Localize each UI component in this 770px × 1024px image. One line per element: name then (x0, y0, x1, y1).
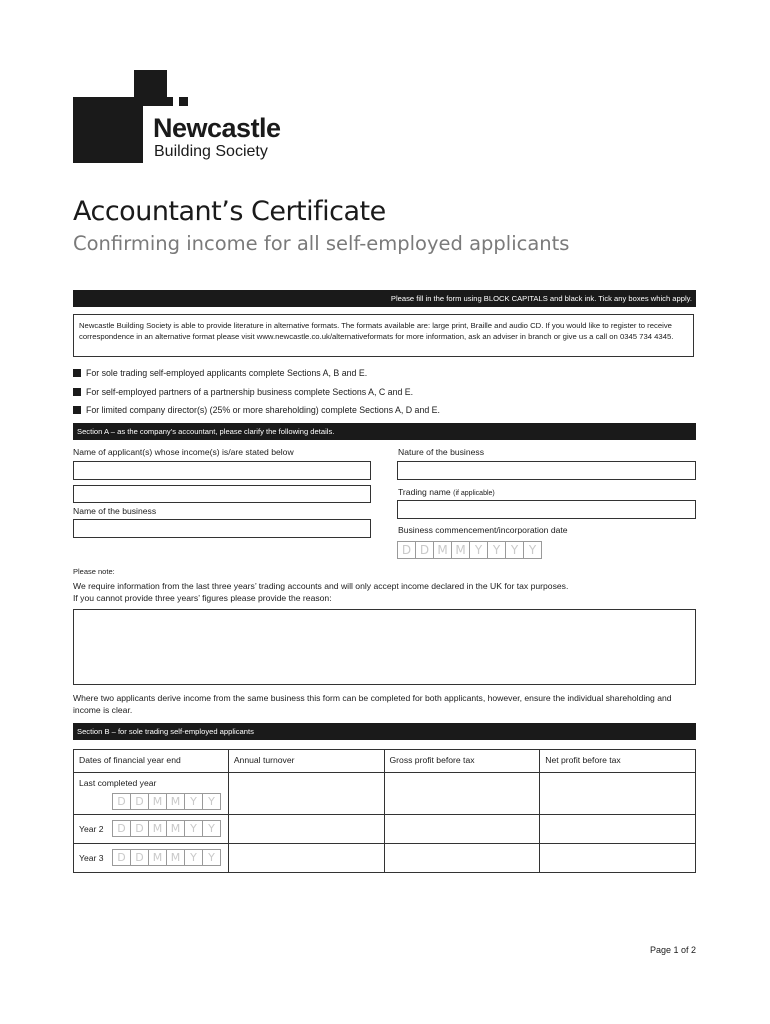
gross-profit-cell[interactable] (384, 815, 540, 844)
column-header: Annual turnover (228, 750, 384, 773)
gross-profit-cell[interactable] (384, 844, 540, 873)
date-cell[interactable]: M (166, 793, 185, 810)
financial-table (73, 749, 696, 873)
date-cell[interactable]: D (130, 793, 149, 810)
section-b-header: Section B – for sole trading self-employed applicants (73, 723, 696, 740)
nature-of-business-label: Nature of the business (398, 447, 484, 457)
date-cell[interactable]: Y (469, 541, 488, 559)
date-cell[interactable]: M (148, 820, 167, 837)
table-row (74, 815, 696, 844)
bullet-square-icon (73, 369, 81, 377)
column-header: Dates of financial year end (74, 750, 229, 773)
date-cell[interactable]: M (148, 849, 167, 866)
newcastle-logo (73, 70, 303, 165)
annual-turnover-cell[interactable] (228, 773, 384, 815)
date-cell[interactable]: M (166, 820, 185, 837)
table-header-row (74, 750, 696, 773)
document-title: Accountant’s Certificate (73, 196, 386, 227)
bullet-square-icon (73, 406, 81, 414)
date-cell[interactable]: D (397, 541, 416, 559)
applicant-name-field-2[interactable] (73, 485, 371, 503)
list-item: For self-employed partners of a partnership business complete Sections A, C and E. (73, 383, 440, 402)
applicants-label: Name of applicant(s) whose income(s) is/are stated below (73, 447, 294, 457)
accessibility-text: Newcastle Building Society is able to provide literature in alternative formats. The formats available are: large print, Braille and audio CD. If you would like to register to receive correspondence in an alternative format please visit www.newcastle.co.uk/alternativeformats for more information, ask an adviser in branch or give us a call on 0345 734 4345. (79, 321, 674, 341)
date-cell[interactable]: Y (184, 849, 203, 866)
year-end-date-input[interactable] (112, 849, 221, 866)
section-a-header: Section A – as the company’s accountant, please clarify the following details. (73, 423, 696, 440)
date-cell[interactable]: Y (184, 793, 203, 810)
list-item: For limited company director(s) (25% or more shareholding) complete Sections A, D and E. (73, 401, 440, 420)
annual-turnover-cell[interactable] (228, 844, 384, 873)
business-name-field[interactable] (73, 519, 371, 538)
date-cell[interactable]: Y (202, 820, 221, 837)
date-cell[interactable]: D (130, 849, 149, 866)
date-cell[interactable]: Y (202, 793, 221, 810)
date-cell[interactable]: M (148, 793, 167, 810)
accessibility-notice (73, 314, 694, 357)
net-profit-cell[interactable] (540, 815, 696, 844)
date-cell[interactable]: D (112, 793, 131, 810)
year-end-date-input[interactable] (112, 820, 221, 837)
date-cell[interactable]: M (433, 541, 452, 559)
logo-name: Newcastle (153, 113, 281, 143)
requirement-text: We require information from the last three years’ trading accounts and will only accept income declared in the UK for tax purposes. If you cannot provide three years’ figures please provide the reason: (73, 581, 569, 603)
year-end-date-input[interactable] (112, 793, 221, 810)
net-profit-cell[interactable] (540, 844, 696, 873)
commencement-date-input[interactable] (397, 541, 542, 559)
reason-textarea[interactable] (73, 609, 696, 685)
date-cell[interactable]: D (415, 541, 434, 559)
table-row (74, 844, 696, 873)
trading-name-field[interactable] (397, 500, 696, 519)
commencement-date-label: Business commencement/incorporation date (398, 525, 568, 535)
net-profit-cell[interactable] (540, 773, 696, 815)
column-header: Gross profit before tax (384, 750, 540, 773)
annual-turnover-cell[interactable] (228, 815, 384, 844)
instruction-text: Please fill in the form using BLOCK CAPITALS and black ink. Tick any boxes which apply. (390, 294, 692, 303)
date-cell[interactable]: M (166, 849, 185, 866)
row-label-cell: Year 3 D D M M Y Y (74, 844, 229, 873)
business-name-label: Name of the business (73, 506, 157, 516)
row-label-cell: Last completed year D D M M Y Y (74, 773, 229, 815)
trading-name-label: Trading name (if applicable) (398, 487, 495, 497)
two-applicants-note: Where two applicants derive income from the same business this form can be completed for both applicants, however, ensure the individual shareholding and income is clear. (73, 693, 672, 715)
please-note-label: Please note: (73, 567, 115, 576)
gross-profit-cell[interactable] (384, 773, 540, 815)
column-header: Net profit before tax (540, 750, 696, 773)
date-cell[interactable]: Y (202, 849, 221, 866)
instructions-list (73, 364, 440, 420)
nature-of-business-field[interactable] (397, 461, 696, 480)
date-cell[interactable]: Y (487, 541, 506, 559)
logo-subname: Building Society (154, 143, 268, 160)
date-cell[interactable]: D (112, 820, 131, 837)
date-cell[interactable]: D (130, 820, 149, 837)
date-cell[interactable]: D (112, 849, 131, 866)
row-label-cell: Year 2 D D M M Y Y (74, 815, 229, 844)
date-cell[interactable]: Y (184, 820, 203, 837)
list-item: For sole trading self-employed applicants complete Sections A, B and E. (73, 364, 440, 383)
document-subtitle: Confirming income for all self-employed applicants (73, 232, 570, 255)
table-row (74, 773, 696, 815)
page-number: Page 1 of 2 (649, 945, 696, 955)
applicant-name-field-1[interactable] (73, 461, 371, 480)
date-cell[interactable]: Y (523, 541, 542, 559)
instruction-bar (73, 290, 696, 307)
date-cell[interactable]: M (451, 541, 470, 559)
date-cell[interactable]: Y (505, 541, 524, 559)
bullet-square-icon (73, 388, 81, 396)
